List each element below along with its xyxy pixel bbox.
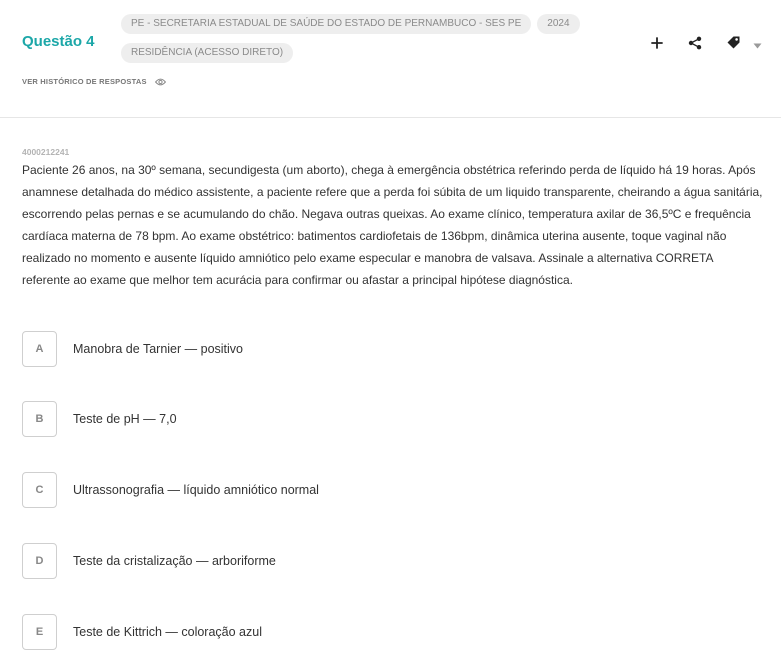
share-button[interactable] (685, 35, 705, 55)
plus-icon (651, 36, 663, 54)
tag-institution[interactable]: PE - SECRETARIA ESTADUAL DE SAÚDE DO ESTADO DE PERNAMBUCO - SES PE (121, 14, 531, 34)
option-text: Teste da cristalização — arboriforme (73, 554, 276, 568)
more-options-button[interactable] (751, 35, 763, 55)
option-text: Teste de Kittrich — coloração azul (73, 625, 262, 639)
question-id: 4000212241 (22, 147, 70, 157)
question-stem: Paciente 26 anos, na 30º semana, secundigesta (um aborto), chega à emergência obstétrica referindo perda de líquido há 19 horas. Após anamnese detalhada do médico assistente, a paciente refere que a perda foi súbita de um liquido transparente, cheirando a água sanitária, escorrendo pelas pernas e se acumulando do chão. Negava outras queixas. Ao exame clínico, temperatura axilar de 36,5ºC e frequência cardíaca materna de 78 bpm. Ao exame obstétrico: batimentos cardiofetais de 136bpm, dinâmica uterina ausente, toque vaginal não realizado no momento e ausente líquido amniótico pelo exame especular e manobra de valsava. Assinale a alternativa CORRETA referente ao exame que melhor tem acurácia para confirmar ou afastar a principal hipótese diagnóstica. (22, 163, 763, 287)
option-c[interactable] (22, 471, 319, 509)
history-link[interactable] (22, 77, 166, 86)
tag-exam-type[interactable]: RESIDÊNCIA (ACESSO DIRETO) (121, 43, 293, 63)
option-a[interactable] (22, 330, 243, 368)
question-header (0, 0, 781, 118)
question-tags (121, 13, 601, 71)
option-letter: B (22, 401, 57, 437)
tag-year[interactable]: 2024 (537, 14, 579, 34)
option-letter: C (22, 472, 57, 508)
history-label: VER HISTÓRICO DE RESPOSTAS (22, 77, 147, 86)
question-actions (629, 35, 763, 55)
question-title: Questão 4 (22, 33, 95, 50)
option-b[interactable] (22, 400, 177, 438)
option-text: Teste de pH — 7,0 (73, 412, 177, 426)
option-d[interactable] (22, 542, 276, 580)
eye-icon (155, 78, 166, 86)
option-letter: E (22, 614, 57, 650)
option-text: Manobra de Tarnier — positivo (73, 342, 243, 356)
tag-icon (726, 35, 741, 55)
option-letter: A (22, 331, 57, 367)
chevron-down-icon (753, 36, 762, 54)
add-button[interactable] (647, 35, 667, 55)
tag-button[interactable] (723, 35, 743, 55)
share-icon (688, 36, 702, 55)
option-text: Ultrassonografia — líquido amniótico normal (73, 483, 319, 497)
option-letter: D (22, 543, 57, 579)
option-e[interactable] (22, 613, 262, 651)
